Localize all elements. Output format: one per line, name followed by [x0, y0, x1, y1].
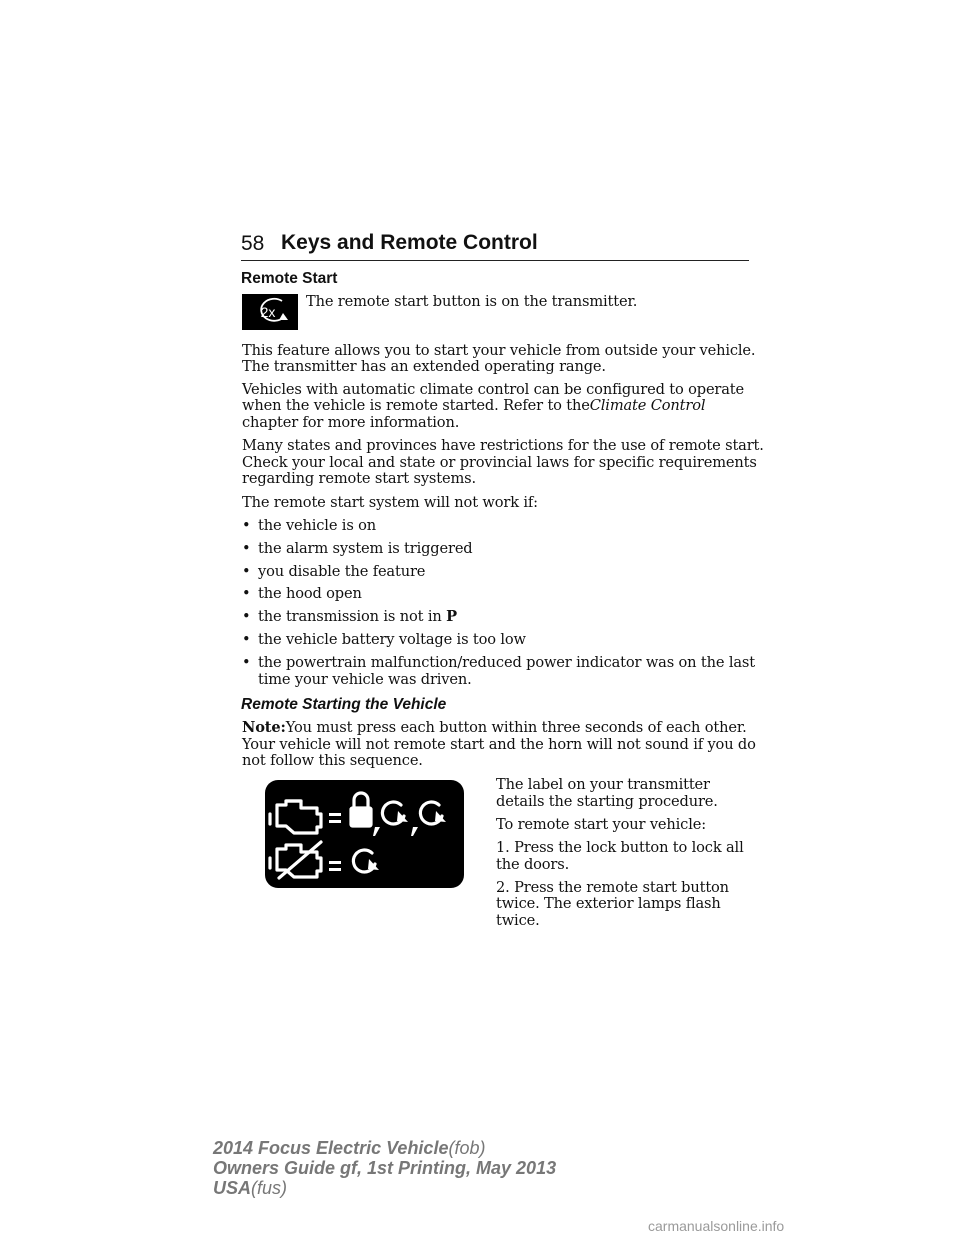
watermark: carmanualsonline.info: [648, 1218, 785, 1234]
side-text-line: The label on your transmitter: [496, 776, 710, 793]
list-item: the vehicle battery voltage is too low: [258, 631, 526, 648]
bullet-mark: •: [242, 517, 251, 534]
paragraph-line: The transmitter has an extended operating range.: [242, 358, 606, 375]
paragraph-line: This feature allows you to start your vehicle from outside your vehicle.: [242, 342, 756, 359]
footer-market: USA: [213, 1178, 252, 1198]
paragraph-line: Check your local and state or provincial laws for specific requirements: [242, 454, 757, 471]
step-line: twice.: [496, 912, 540, 929]
bullet-mark: •: [242, 631, 251, 648]
remote-start-2x-icon: [242, 294, 298, 330]
side-text-line: details the starting procedure.: [496, 793, 718, 810]
list-item-text: the transmission is not in: [258, 608, 442, 625]
paragraph-line: regarding remote start systems.: [242, 470, 476, 487]
paragraph-line: chapter for more information.: [242, 414, 460, 431]
list-item: you disable the feature: [258, 563, 426, 580]
chapter-title: Keys and Remote Control: [281, 231, 538, 254]
bullet-mark: •: [242, 608, 251, 625]
paragraph-line: Vehicles with automatic climate control can be configured to operate: [242, 381, 745, 398]
list-item: the alarm system is triggered: [258, 540, 473, 557]
section-title: Remote Start: [241, 270, 338, 287]
lock-icon: [351, 793, 371, 826]
icon-caption: The remote start button is on the transmitter.: [306, 293, 638, 310]
transmitter-label-svg: [265, 780, 464, 888]
footer-code: (fob): [448, 1138, 486, 1158]
footer-code: (fus): [251, 1178, 288, 1198]
paragraph-line: [242, 397, 705, 414]
list-item: [258, 608, 457, 625]
list-intro: The remote start system will not work if:: [242, 494, 538, 511]
list-item: the hood open: [258, 585, 362, 602]
list-item: the powertrain malfunction/reduced power indicator was on the last: [258, 654, 755, 671]
remote-start-2x-icon-graphic: [242, 294, 298, 330]
engine-icon: [270, 801, 321, 833]
side-text-line: To remote start your vehicle:: [496, 816, 706, 833]
page-number: 58: [241, 232, 265, 255]
list-item: the vehicle is on: [258, 517, 377, 534]
note-line: Your vehicle will not remote start and the horn will not sound if you do: [242, 736, 756, 753]
paragraph-text: when the vehicle is remote started. Refer to the: [242, 397, 590, 414]
subsection-title: Remote Starting the Vehicle: [241, 696, 447, 713]
icon-label: 2x: [260, 304, 276, 320]
paragraph-line: Many states and provinces have restrictions for the use of remote start.: [242, 437, 764, 454]
step-line: the doors.: [496, 856, 570, 873]
bullet-mark: •: [242, 540, 251, 557]
page-header: [241, 230, 749, 261]
list-item-continued: time your vehicle was driven.: [258, 671, 472, 688]
footer-printing: Owners Guide gf, 1st Printing, May 2013: [213, 1158, 557, 1178]
footer-line: [213, 1178, 287, 1199]
footer-model: 2014 Focus Electric Vehicle: [213, 1138, 449, 1158]
gear-letter: P: [446, 608, 457, 625]
engine-off-icon: [270, 842, 321, 878]
bullet-mark: •: [242, 563, 251, 580]
note-label: Note:: [242, 719, 286, 736]
cross-reference: Climate Control: [589, 397, 706, 414]
note-line: [242, 719, 747, 736]
note-text: You must press each button within three seconds of each other.: [285, 719, 747, 736]
note-line: not follow this sequence.: [242, 752, 423, 769]
footer-line: [213, 1158, 556, 1179]
step-line: twice. The exterior lamps flash: [496, 895, 721, 912]
bullet-mark: •: [242, 654, 251, 671]
footer-line: [213, 1138, 485, 1159]
step-line: 2. Press the remote start button: [496, 879, 729, 896]
bullet-mark: •: [242, 585, 251, 602]
transmitter-label-graphic: [265, 780, 464, 888]
step-line: 1. Press the lock button to lock all: [496, 839, 744, 856]
